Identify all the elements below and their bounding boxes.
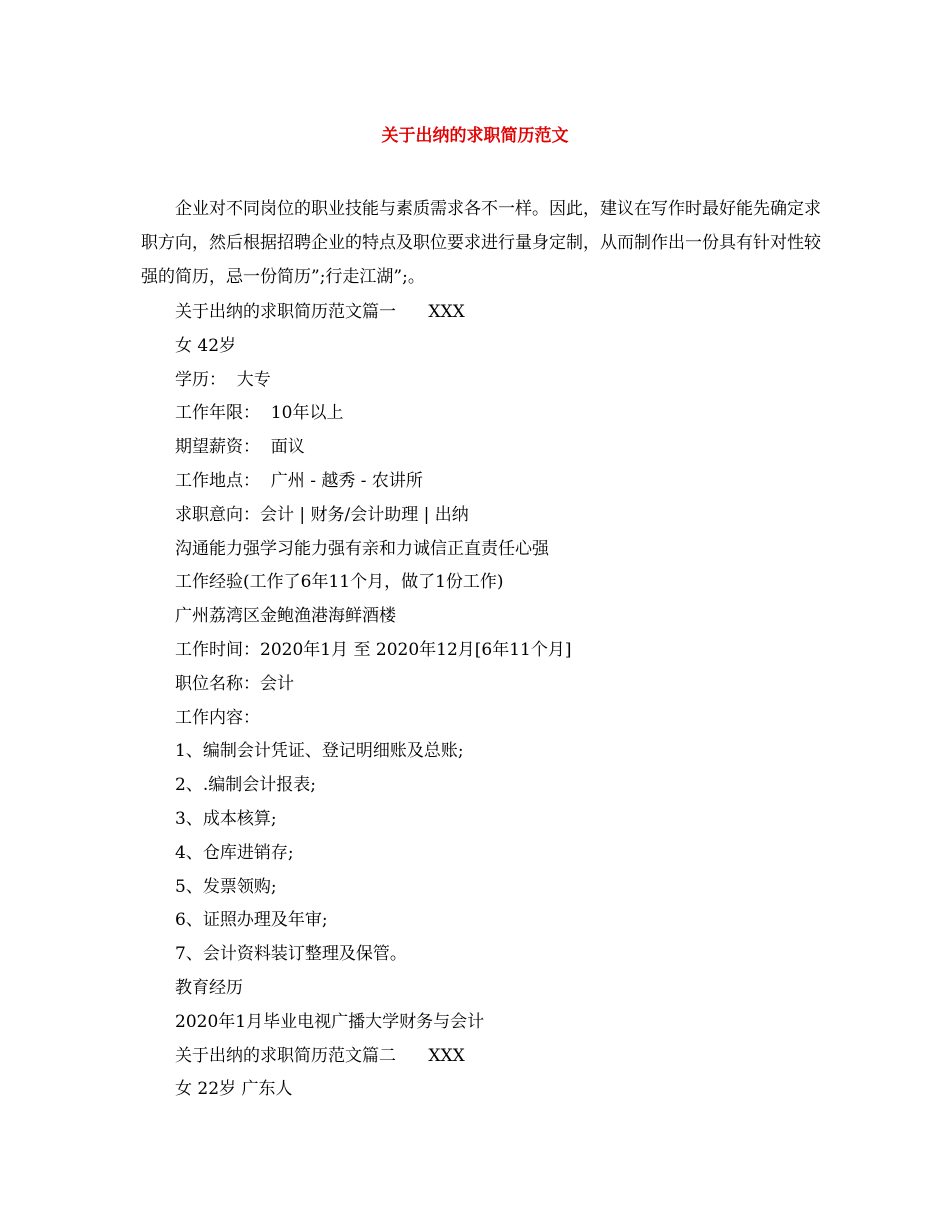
resume-line: 女 22岁 广东人 xyxy=(175,1079,293,1100)
resume-line: 广州荔湾区金鲍渔港海鲜酒楼 xyxy=(175,606,396,627)
resume-line: 6、证照办理及年审; xyxy=(175,910,328,931)
resume-line: 期望薪资： 面议 xyxy=(175,437,305,458)
resume-line: 工作地点： 广州 - 越秀 - 农讲所 xyxy=(175,470,423,491)
resume-line: 沟通能力强学习能力强有亲和力诚信正直责任心强 xyxy=(175,538,549,559)
resume-line: 女 42岁 xyxy=(175,335,237,356)
resume-line: 关于出纳的求职简历范文篇二 XXX xyxy=(175,1045,465,1066)
resume-lines xyxy=(175,296,815,1107)
resume-line: 教育经历 xyxy=(175,977,243,998)
resume-line: 工作内容： xyxy=(175,707,260,728)
resume-line: 4、仓库进销存; xyxy=(175,842,294,863)
resume-line: 3、成本核算; xyxy=(175,808,277,829)
resume-line: 工作年限： 10年以上 xyxy=(175,403,344,424)
resume-line: 1、编制会计凭证、登记明细账及总账; xyxy=(175,741,464,762)
resume-line: 7、会计资料装订整理及保管。 xyxy=(175,944,407,965)
resume-line: 5、发票领购; xyxy=(175,876,277,897)
resume-line: 关于出纳的求职简历范文篇一 XXX xyxy=(175,302,465,322)
resume-line: 职位名称：会计 xyxy=(175,673,294,694)
resume-line: 求职意向：会计 | 财务/会计助理 | 出纳 xyxy=(175,504,469,525)
resume-line: 工作经验(工作了6年11个月，做了1份工作) xyxy=(175,572,504,593)
resume-line: 工作时间：2020年1月 至 2020年12月[6年11个月] xyxy=(175,639,572,660)
resume-line: 2020年1月毕业电视广播大学财务与会计 xyxy=(175,1011,485,1032)
resume-line: 2、.编制会计报表; xyxy=(175,775,316,796)
intro-paragraph: 企业对不同岗位的职业技能与素质需求各不一样。因此，建议在写作时最好能先确定求职方向，然后根据招聘企业的特点及职位要求进行量身定制，从而制作出一份具有针对性较强的简历，忌一份简历”;行走江湖”;。 xyxy=(141,199,821,287)
document-title: 关于出纳的求职简历范文 xyxy=(381,126,569,146)
resume-line: 学历： 大专 xyxy=(175,369,271,390)
